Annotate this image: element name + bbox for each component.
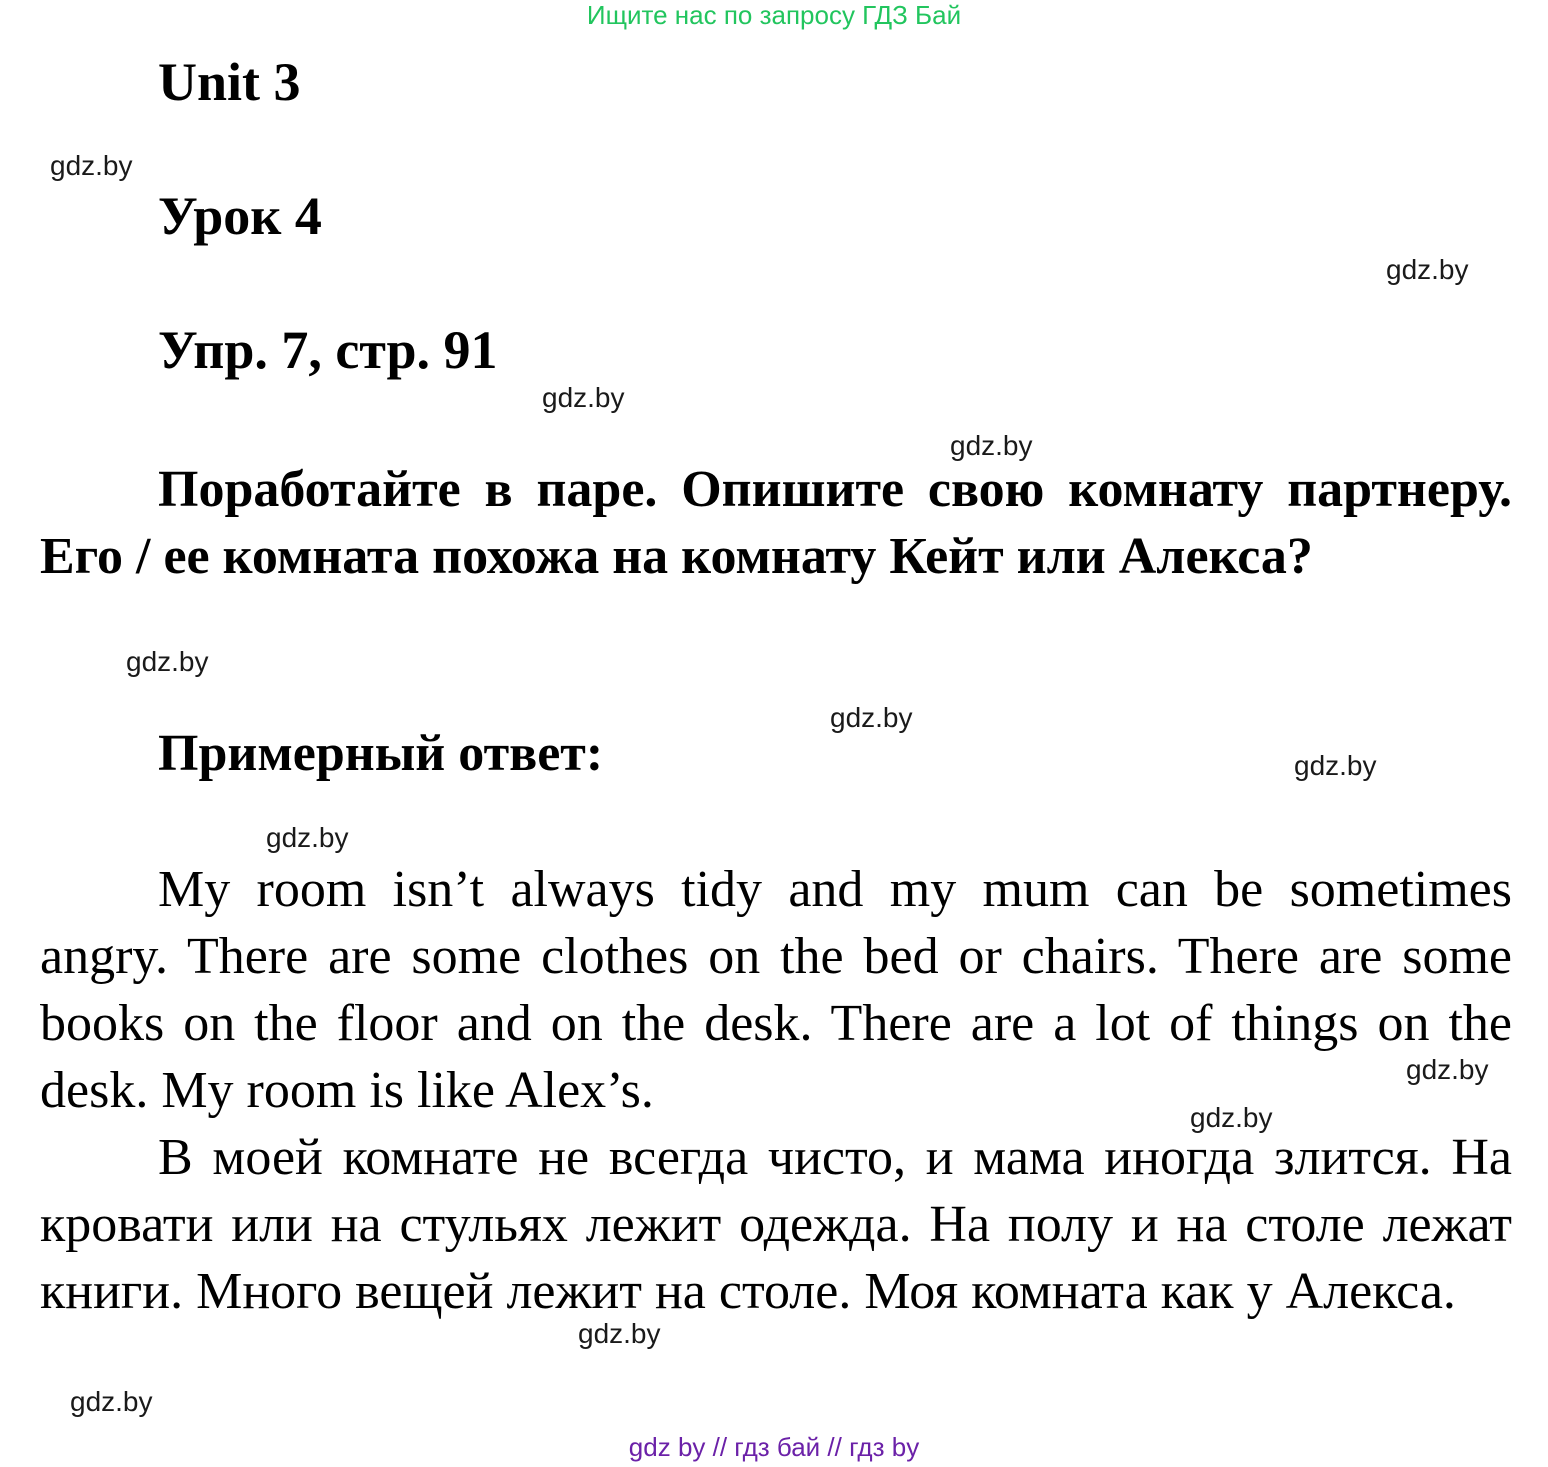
watermark: gdz.by xyxy=(1294,750,1377,781)
lesson-title: Урок 4 xyxy=(158,186,322,246)
watermark: gdz.by xyxy=(542,382,625,413)
watermark: gdz.by xyxy=(1190,1102,1273,1133)
watermark: gdz.by xyxy=(126,646,209,677)
top-banner: Ищите нас по запросу ГДЗ Бай xyxy=(586,0,962,30)
answer-english: My room isn’t always tidy and my mum can be sometimes angry. There are some clothes on the bed or chairs. There are some books on the floor and on the desk. There are a lot of things on the desk. My room is like Alex’s. xyxy=(40,861,1512,1119)
task-instruction: Поработайте в паре. Опишите свою комнату партнеру. Его / ее комната похожа на комнату Кейт или Алекса? xyxy=(40,461,1512,585)
answer-russian: В моей комнате не всегда чисто, и мама иногда злится. На кровати или на стульях лежит одежда. На полу и на столе лежат книги. Много вещей лежит на столе. Моя комната как у Алекса. xyxy=(40,1129,1512,1320)
watermark: gdz.by xyxy=(578,1318,661,1349)
watermark: gdz.by xyxy=(70,1386,153,1417)
watermark: gdz.by xyxy=(950,430,1033,461)
watermark: gdz.by xyxy=(266,822,349,853)
watermark: gdz.by xyxy=(50,150,133,181)
exercise-title: Упр. 7, стр. 91 xyxy=(158,320,498,380)
footer-links: gdz by // гдз бай // гдз by xyxy=(628,1432,920,1462)
watermark: gdz.by xyxy=(1386,254,1469,285)
watermark: gdz.by xyxy=(830,702,913,733)
answer-label: Примерный ответ: xyxy=(158,725,604,782)
watermark: gdz.by xyxy=(1406,1054,1489,1085)
unit-title: Unit 3 xyxy=(158,52,301,112)
